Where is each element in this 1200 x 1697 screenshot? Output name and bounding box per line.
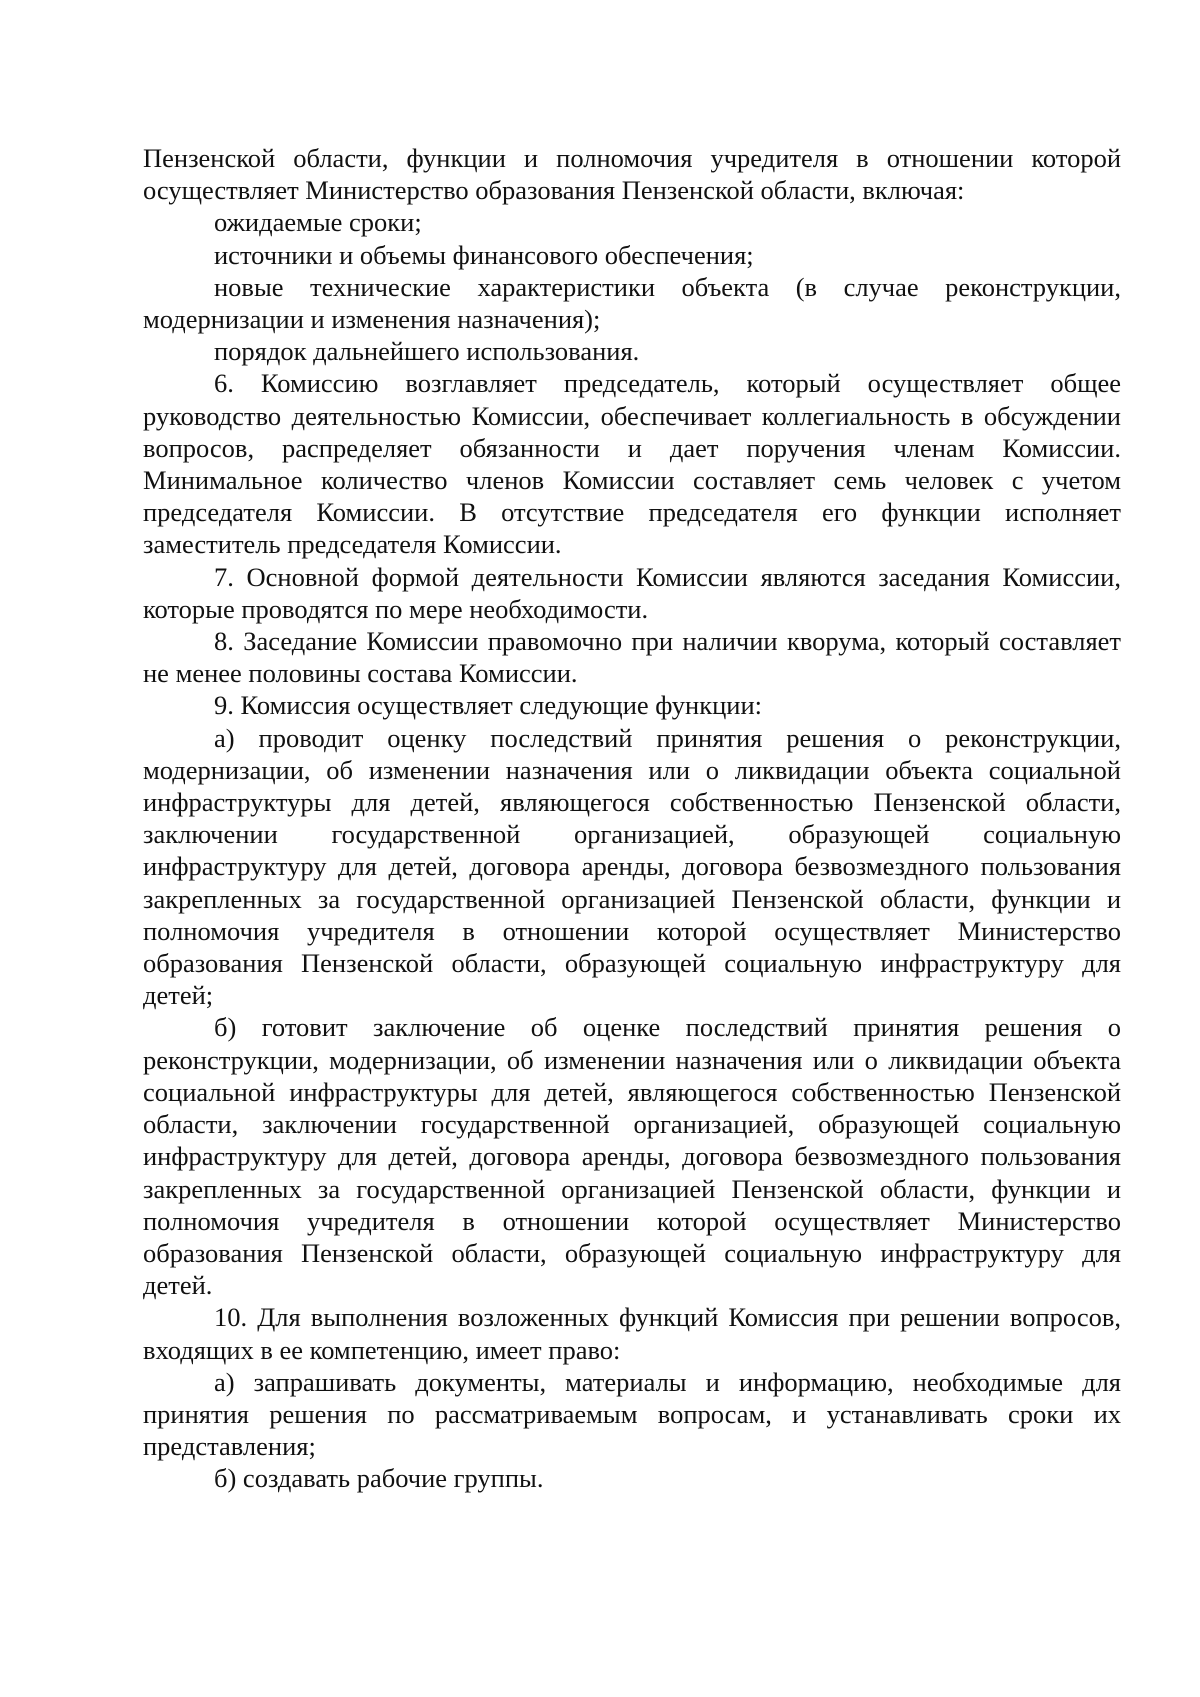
paragraph-item-8: 8. Заседание Комиссии правомочно при наличии кворума, который составляет не менее половины состава Комиссии. bbox=[143, 626, 1121, 689]
paragraph-item-9b: б) готовит заключение об оценке последствий принятия решения о реконструкции, модернизации, об изменении назначения или о ликвидации объекта социальной инфраструктуры для детей, являющегося собственностью Пензенской области, заключении государственной организацией, образующей социальную инфраструктуру для детей, договора аренды, договора безвозмездного пользования закрепленных за государственной организацией Пензенской области, функции и полномочия учредителя в отношении которой осуществляет Министерство образования Пензенской области, образующей социальную инфраструктуру для детей. bbox=[143, 1012, 1121, 1301]
paragraph-item-9: 9. Комиссия осуществляет следующие функции: bbox=[214, 690, 762, 721]
paragraph-item-7: 7. Основной формой деятельности Комиссии являются заседания Комиссии, которые проводятся по мере необходимости. bbox=[143, 561, 1121, 624]
paragraph-item-9a: а) проводит оценку последствий принятия решения о реконструкции, модернизации, об изменении назначения или о ликвидации объекта социальной инфраструктуры для детей, являющегося собственностью Пензенской области, заключении государственной организацией, образующей социальную инфраструктуру для детей, договора аренды, договора безвозмездного пользования закрепленных за государственной организацией Пензенской области, функции и полномочия учредителя в отношении которой осуществляет Министерство образования Пензенской области, образующей социальную инфраструктуру для детей; bbox=[143, 722, 1121, 1011]
list-item-further-use: порядок дальнейшего использования. bbox=[214, 336, 640, 367]
list-item-funding-sources: источники и объемы финансового обеспечения; bbox=[214, 239, 754, 270]
paragraph-item-10a: а) запрашивать документы, материалы и информацию, необходимые для принятия решения по рассматриваемым вопросам, и устанавливать сроки их представления; bbox=[143, 1366, 1121, 1462]
paragraph-item-6: 6. Комиссию возглавляет председатель, который осуществляет общее руководство деятельностью Комиссии, обеспечивает коллегиальность в обсуждении вопросов, распределяет обязанности и дает поручения членам Комиссии. Минимальное количество членов Комиссии составляет семь человек с учетом председателя Комиссии. В отсутствие председателя его функции исполняет заместитель председателя Комиссии. bbox=[143, 368, 1121, 560]
paragraph-continuation: Пензенской области, функции и полномочия учредителя в отношении которой осуществляет Министерство образования Пензенской области, включая: bbox=[143, 143, 1121, 206]
document-page bbox=[143, 142, 1121, 1495]
list-item-expected-terms: ожидаемые сроки; bbox=[214, 207, 422, 238]
paragraph-item-10b: б) создавать рабочие группы. bbox=[214, 1463, 544, 1494]
list-item-technical-characteristics: новые технические характеристики объекта (в случае реконструкции, модернизации и изменения назначения); bbox=[143, 271, 1121, 335]
paragraph-item-10: 10. Для выполнения возложенных функций Комиссия при решении вопросов, входящих в ее компетенцию, имеет право: bbox=[143, 1302, 1121, 1365]
